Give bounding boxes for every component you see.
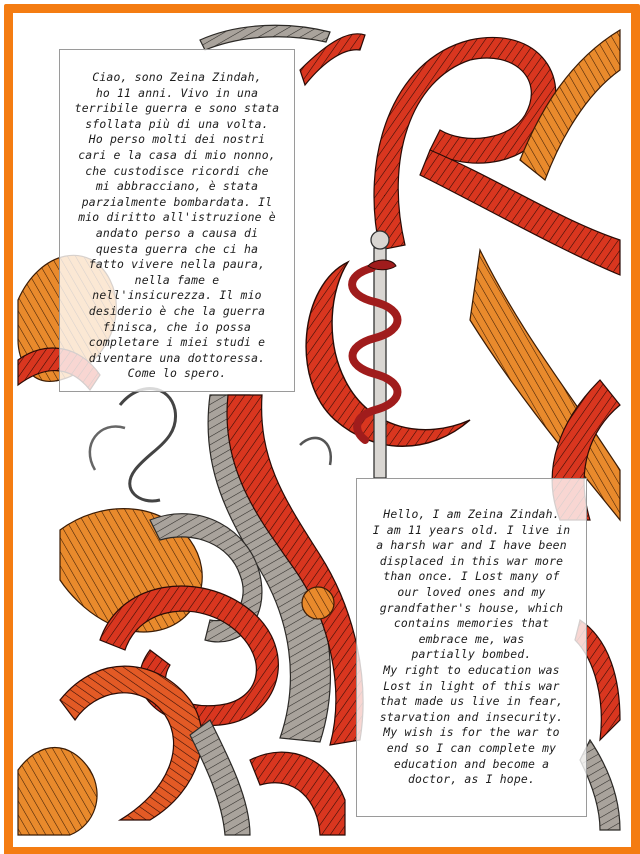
red-crescent-staff-of-asclepius-icon <box>306 231 470 478</box>
ribbon-orange-bottom-left <box>18 748 97 836</box>
wire-swirl-1 <box>120 389 176 501</box>
snake-head <box>368 260 396 270</box>
ribbon-red-top-tail <box>420 150 620 275</box>
ribbon-gray-lower <box>190 720 250 835</box>
italian-text-box: Ciao, sono Zeina Zindah, ho 11 anni. Vivo in una terribile guerra e sono stata sfollata più di una volta. Ho perso molti dei nostri cari e la casa di mio nonno, che custodisce ricordi che mi abbracciano, è stata parzialmente bombardata. Il mio diritto all'istruzione è andato perso a causa di questa guerra che ci ha fatto vivere nella paura, nella fame e nell'insicurezza. Il mio desiderio è che la guerra finisca, che io possa completare i miei studi e diventare una dottoressa. Come lo spero. <box>59 49 295 392</box>
staff-knob <box>371 231 389 249</box>
crescent <box>306 262 470 446</box>
english-text-box: Hello, I am Zeina Zindah. I am 11 years old. I live in a harsh war and I have been displaced in this war more than once. I Lost many of our loved ones and my grandfather's house, which contains memories that embrace me, was partially bombed. My right to education was Lost in light of this war that made us live in fear, starvation and insecurity. My wish is for the war to end so I can complete my education and become a doctor, as I hope. <box>356 478 587 817</box>
wire-swirl-2 <box>90 426 125 470</box>
ribbon-red-bottom <box>250 752 345 835</box>
ribbon-red-top-left <box>300 34 365 85</box>
spiral-center <box>302 587 334 619</box>
ribbon-gray-top <box>200 25 330 50</box>
wire-swirl-3 <box>300 438 331 465</box>
staff <box>374 248 386 478</box>
